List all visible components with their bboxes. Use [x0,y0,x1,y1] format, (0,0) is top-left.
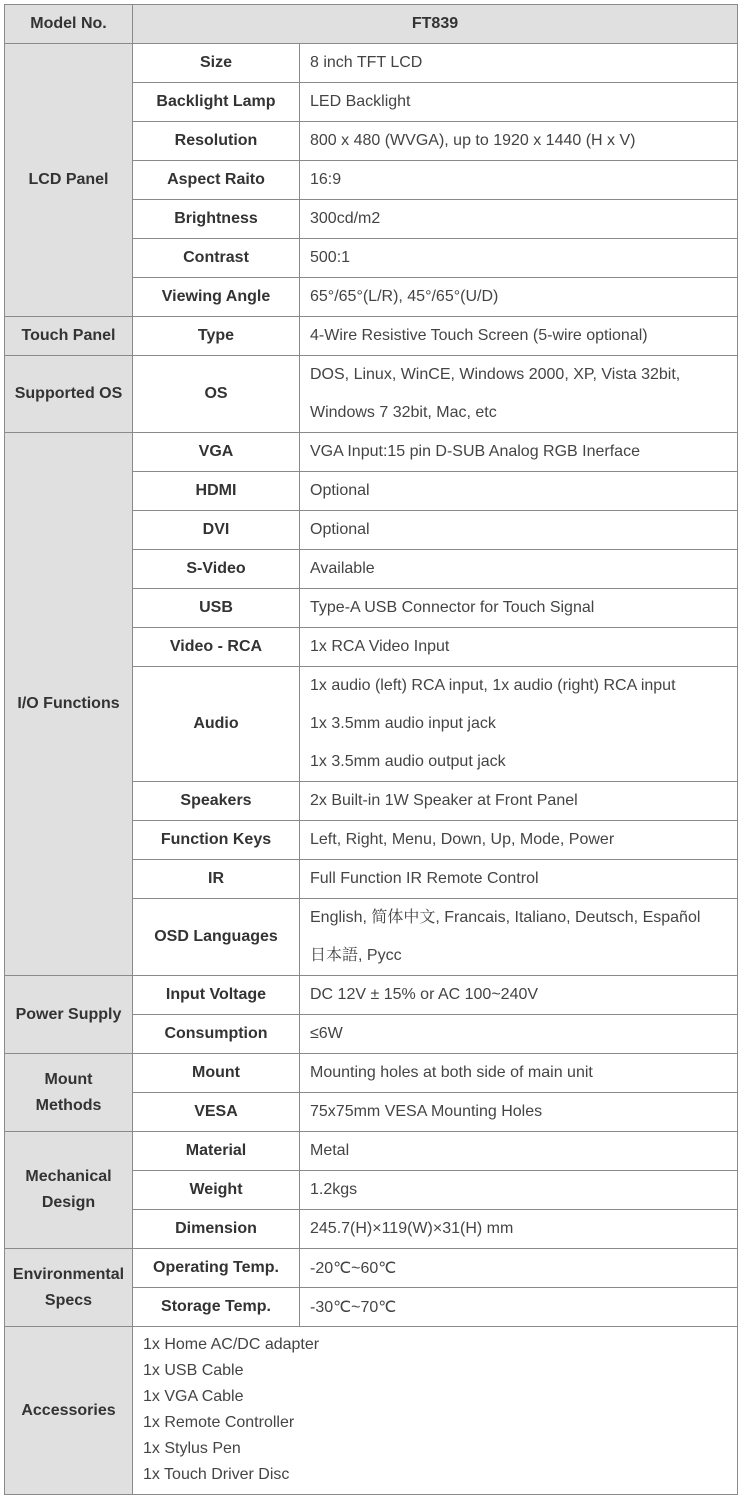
spec-value-line: 1x RCA Video Input [310,638,450,655]
spec-value-line: LED Backlight [310,93,411,110]
spec-name: OS [133,356,300,433]
category-label: Touch Panel [5,317,133,356]
spec-name: Video - RCA [133,628,300,667]
accessory-item: 1x Remote Controller [143,1414,295,1431]
spec-value-line: DC 12V ± 15% or AC 100~240V [310,986,539,1003]
spec-value-line: 16:9 [310,171,342,188]
category-label: Supported OS [5,356,133,433]
spec-value-line: 75x75mm VESA Mounting Holes [310,1103,543,1120]
model-value: FT839 [133,5,738,44]
spec-value [300,356,738,433]
spec-row [5,317,738,356]
spec-value [300,1171,738,1210]
spec-value-line: Type-A USB Connector for Touch Signal [310,599,595,616]
accessory-item: 1x USB Cable [143,1362,244,1379]
spec-value-line: English, 简体中文, Francais, Italiano, Deutsch, Español [310,909,701,926]
spec-name: Type [133,317,300,356]
spec-value-line: Mounting holes at both side of main unit [310,1064,593,1081]
spec-value-line: 1.2kgs [310,1181,358,1198]
spec-row [5,433,738,472]
spec-value [300,1093,738,1132]
spec-name: Viewing Angle [133,278,300,317]
spec-name: USB [133,589,300,628]
spec-value [300,782,738,821]
spec-value [300,860,738,899]
spec-row [5,356,738,433]
spec-value-line: -30℃~70℃ [310,1299,397,1316]
spec-name: Speakers [133,782,300,821]
spec-value [300,278,738,317]
category-label: I/O Functions [5,433,133,976]
category-label: Accessories [5,1327,133,1495]
header-row [5,5,738,44]
spec-value [300,667,738,782]
category-label: Mount Methods [5,1054,133,1132]
spec-row [5,1132,738,1171]
spec-table-body [5,5,738,1495]
spec-value [300,899,738,976]
spec-value [300,821,738,860]
spec-value [300,1210,738,1249]
category-label: Environmental Specs [5,1249,133,1327]
spec-value [300,317,738,356]
spec-value [300,1249,738,1288]
spec-value-line: Available [310,560,375,577]
spec-name: Brightness [133,200,300,239]
spec-name: S-Video [133,550,300,589]
spec-name: IR [133,860,300,899]
spec-value-line: -20℃~60℃ [310,1260,397,1277]
spec-value [300,472,738,511]
spec-name: Contrast [133,239,300,278]
spec-value-line: 500:1 [310,249,351,266]
spec-name: HDMI [133,472,300,511]
spec-row [5,1249,738,1288]
spec-name: VGA [133,433,300,472]
spec-name: Resolution [133,122,300,161]
spec-name: Dimension [133,1210,300,1249]
spec-value [300,433,738,472]
spec-value [300,550,738,589]
spec-name: Weight [133,1171,300,1210]
spec-value-line: Left, Right, Menu, Down, Up, Mode, Power [310,831,615,848]
accessory-item: 1x VGA Cable [143,1388,244,1405]
spec-name: DVI [133,511,300,550]
spec-row [5,1054,738,1093]
spec-name: VESA [133,1093,300,1132]
accessory-item: 1x Home AC/DC adapter [143,1336,320,1353]
spec-name: Size [133,44,300,83]
spec-value [300,1288,738,1327]
spec-value [300,1054,738,1093]
spec-name: Material [133,1132,300,1171]
spec-value [300,200,738,239]
spec-value [300,628,738,667]
spec-name: Input Voltage [133,976,300,1015]
spec-name: Storage Temp. [133,1288,300,1327]
spec-name: OSD Languages [133,899,300,976]
spec-value [300,122,738,161]
spec-value-line: Optional [310,521,370,538]
category-label: Power Supply [5,976,133,1054]
spec-value-line: 1x 3.5mm audio output jack [310,753,506,770]
spec-value-line: 1x 3.5mm audio input jack [310,715,496,732]
spec-value-line: Metal [310,1142,350,1159]
spec-value-line: 245.7(H)×119(W)×31(H) mm [310,1220,514,1237]
accessory-item: 1x Touch Driver Disc [143,1466,290,1483]
spec-value [300,589,738,628]
spec-name: Operating Temp. [133,1249,300,1288]
spec-row [5,976,738,1015]
model-label: Model No. [5,5,133,44]
spec-name: Aspect Raito [133,161,300,200]
spec-value-line: 800 x 480 (WVGA), up to 1920 x 1440 (H x V) [310,132,636,149]
spec-value-line: 300cd/m2 [310,210,381,227]
spec-value-line: VGA Input:15 pin D-SUB Analog RGB Inerface [310,443,640,460]
accessory-item: 1x Stylus Pen [143,1440,241,1457]
spec-value [300,511,738,550]
spec-value-line: 4-Wire Resistive Touch Screen (5-wire optional) [310,327,648,344]
spec-name: Backlight Lamp [133,83,300,122]
spec-name: Function Keys [133,821,300,860]
spec-value-line: ≤6W [310,1025,343,1042]
spec-row [5,44,738,83]
accessories-row [5,1327,738,1495]
spec-value-line: Optional [310,482,370,499]
spec-value-line: 2x Built-in 1W Speaker at Front Panel [310,792,578,809]
spec-value-line: 8 inch TFT LCD [310,54,423,71]
accessories-list [133,1327,738,1495]
spec-value [300,83,738,122]
spec-value [300,1132,738,1171]
spec-value [300,1015,738,1054]
spec-value-line: DOS, Linux, WinCE, Windows 2000, XP, Vista 32bit, [310,366,681,383]
spec-value-line: 日本語, Pycc [310,947,402,964]
spec-name: Audio [133,667,300,782]
category-label: LCD Panel [5,44,133,317]
spec-value [300,239,738,278]
spec-value [300,44,738,83]
spec-value-line: Full Function IR Remote Control [310,870,539,887]
spec-value-line: Windows 7 32bit, Mac, etc [310,404,497,421]
spec-value-line: 65°/65°(L/R), 45°/65°(U/D) [310,288,499,305]
spec-value-line: 1x audio (left) RCA input, 1x audio (right) RCA input [310,677,676,694]
spec-value [300,161,738,200]
spec-name: Mount [133,1054,300,1093]
category-label: Mechanical Design [5,1132,133,1249]
spec-value [300,976,738,1015]
spec-table [4,4,738,1495]
spec-name: Consumption [133,1015,300,1054]
